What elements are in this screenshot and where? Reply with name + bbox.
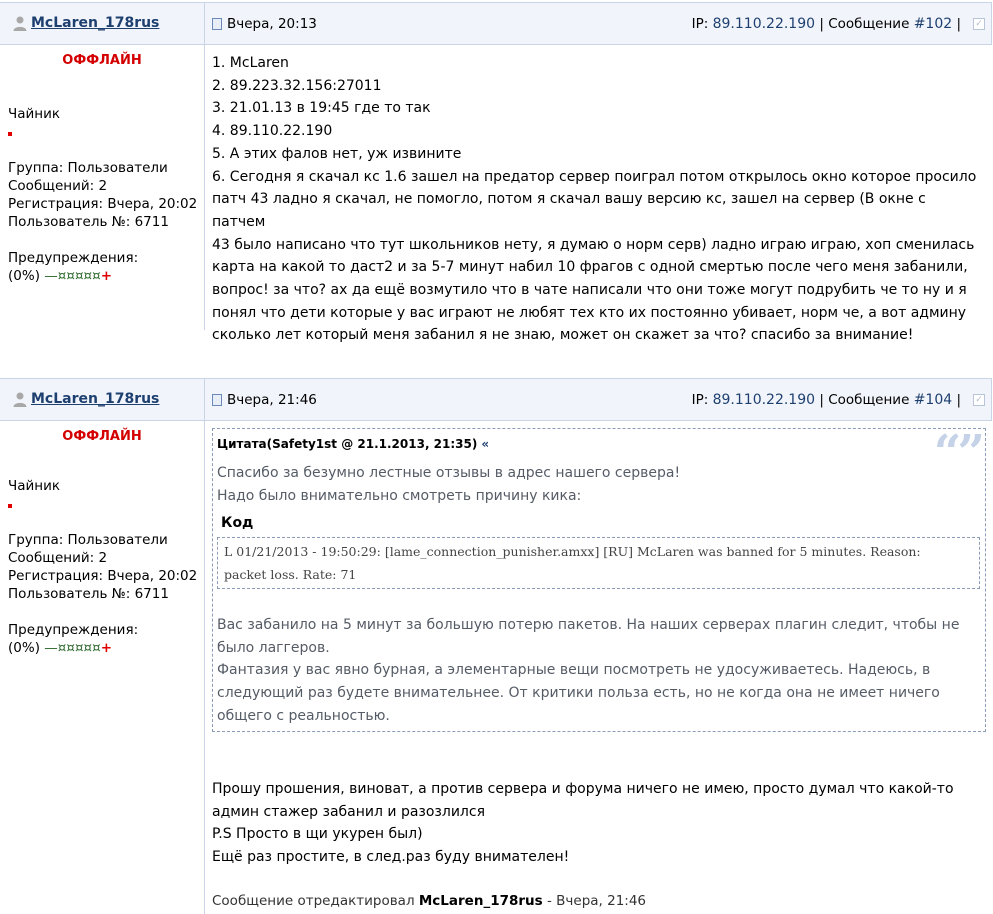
- user-number: Пользователь №: 6711: [8, 586, 169, 602]
- ip-label: IP:: [691, 392, 709, 408]
- post-meta: [692, 392, 961, 408]
- warnings-percent: 0%: [13, 268, 35, 284]
- post-line: Прошу прошения, виноват, а против сервера и форума ничего не имею, просто думал что какой-то: [212, 781, 954, 797]
- meta-separator: |: [956, 392, 961, 408]
- user-rank: Чайник: [8, 478, 61, 494]
- warnings-label: Предупреждения:: [8, 250, 139, 266]
- edited-note: [212, 893, 646, 909]
- quote-line: следующий раз будете внимательнее. От критики польза есть, но не когда она не имеет ничего: [217, 685, 940, 701]
- post-body: [212, 52, 982, 347]
- message-number-link[interactable]: #104: [913, 392, 953, 408]
- meta-separator: |: [819, 392, 829, 408]
- document-icon: [212, 394, 222, 406]
- quote-header: [217, 437, 489, 451]
- post-line: 5. А этих фалов нет, уж извините: [212, 145, 462, 162]
- author-link[interactable]: McLaren_178rus: [31, 15, 160, 31]
- quote-line: было лаггеров.: [217, 640, 330, 656]
- post-line: карта на какой то даст2 и за 5-7 минут набил 10 фрагов с одной смертью после чего меня забанили,: [212, 259, 968, 276]
- user-number: Пользователь №: 6711: [8, 214, 169, 230]
- header-divider: [204, 379, 205, 420]
- message-label: Сообщение: [828, 16, 910, 32]
- status-badge: ОФФЛАЙН: [62, 429, 142, 444]
- post-meta: [692, 16, 961, 32]
- post-header: [0, 378, 992, 421]
- quote-line: Надо было внимательно смотреть причину кика:: [217, 488, 582, 504]
- user-icon: [12, 391, 28, 407]
- quote-line: Спасибо за безумно лестные отзывы в адрес нашего сервера!: [217, 465, 681, 481]
- warnings-level: [8, 268, 112, 284]
- post-date-text: Вчера, 20:13: [227, 16, 317, 32]
- warnings-bar: —¤¤¤¤¤: [44, 268, 101, 284]
- select-post-checkbox[interactable]: ✓: [973, 394, 985, 406]
- user-icon: [12, 15, 28, 31]
- post-author: [12, 391, 159, 407]
- code-line: packet loss. Rate: 71: [224, 567, 357, 582]
- warnings-bar: —¤¤¤¤¤: [44, 640, 101, 656]
- post-author: [12, 15, 159, 31]
- document-icon: [212, 18, 222, 30]
- user-registered: Регистрация: Вчера, 20:02: [8, 568, 198, 584]
- warnings-level: [8, 640, 112, 656]
- user-rank: Чайник: [8, 106, 61, 122]
- forum-post: [0, 0, 993, 344]
- post-date-text: Вчера, 21:46: [227, 392, 317, 408]
- status-badge: ОФФЛАЙН: [62, 53, 142, 68]
- post-line: 3. 21.01.13 в 19:45 где то так: [212, 100, 431, 117]
- message-number-link[interactable]: #102: [913, 16, 953, 32]
- quote-source: Цитата(Safety1st @ 21.1.2013, 21:35): [217, 437, 478, 451]
- header-divider: [204, 3, 205, 44]
- post-line: 2. 89.223.32.156:27011: [212, 77, 382, 94]
- post-header: [0, 2, 992, 45]
- author-link[interactable]: McLaren_178rus: [31, 391, 160, 407]
- quote-marks-icon: “”: [933, 425, 981, 481]
- warning-plus-icon[interactable]: +: [100, 640, 113, 656]
- user-group: Группа: Пользователи: [8, 160, 168, 176]
- meta-separator: |: [956, 16, 961, 32]
- user-info-panel: [0, 44, 205, 330]
- warning-plus-icon[interactable]: +: [100, 268, 113, 284]
- warnings-percent: 0%: [13, 640, 35, 656]
- ip-label: IP:: [691, 16, 709, 32]
- warnings-label: Предупреждения:: [8, 622, 139, 638]
- quote-block: [212, 425, 986, 732]
- user-info-panel: [0, 420, 205, 914]
- user-registered: Регистрация: Вчера, 20:02: [8, 196, 198, 212]
- forum-post: [0, 376, 993, 914]
- meta-separator: |: [819, 16, 829, 32]
- rank-pip-icon: [8, 504, 12, 508]
- post-date: [212, 16, 317, 32]
- post-line: сколько лет который меня забанил я не знаю, может он скажет за что? спасибо за внимание!: [212, 327, 914, 344]
- post-line: P.S Просто в щи укурен был): [212, 826, 423, 842]
- quote-line: общего с реальностью.: [217, 708, 390, 724]
- post-line: вопрос! за что? ах да ещё возмутило что в чате написали что они тоже могут подрубить че то ну и я: [212, 282, 967, 299]
- quote-jump-link[interactable]: «: [481, 437, 490, 451]
- edited-suffix: - Вчера, 21:46: [546, 893, 647, 909]
- edited-user: McLaren_178rus: [418, 893, 543, 909]
- quote-line: Вас забанило на 5 минут за большую потерю пакетов. На наших серверах плагин следит, чтобы не: [217, 617, 960, 633]
- post-line: 4. 89.110.22.190: [212, 123, 333, 140]
- ip-address: 89.110.22.190: [712, 392, 816, 408]
- code-title: Код: [221, 515, 254, 531]
- post-line: 1. McLaren: [212, 55, 289, 71]
- code-block: [217, 537, 980, 589]
- select-post-checkbox[interactable]: ✓: [973, 18, 985, 30]
- warnings-percent-open: (: [8, 640, 14, 656]
- rank-pip-icon: [8, 132, 12, 136]
- post-line: понял что дети которые у вас играют не любят тех кто их постоянно убивает, норм че, а вот админу: [212, 304, 967, 321]
- post-line: 6. Сегодня я скачал кс 1.6 зашел на предатор сервер поиграл потом открылось окно которое просило: [212, 168, 977, 185]
- reply-text: [212, 778, 982, 868]
- warnings-percent-open: (: [8, 268, 14, 284]
- code-line: L 01/21/2013 - 19:50:29: [lame_connection_punisher.amxx] [RU] McLaren was banned for 5 minutes. Reason:: [224, 544, 921, 559]
- post-date: [212, 392, 317, 408]
- ip-address: 89.110.22.190: [712, 16, 816, 32]
- warnings-percent-close: ): [34, 268, 40, 284]
- quote-line: Фантазия у вас явно бурная, а элементарные вещи посмотреть не удосуживаетесь. Надеюсь, в: [217, 662, 931, 678]
- user-group: Группа: Пользователи: [8, 532, 168, 548]
- user-message-count: Сообщений: 2: [8, 178, 108, 194]
- post-line: Ещё раз простите, в след.раз буду внимателен!: [212, 848, 570, 865]
- message-label: Сообщение: [828, 392, 910, 408]
- post-line: 43 было написано что тут школьников нету, я думаю о норм серв) ладно играю играю, хоп сменилась: [212, 236, 975, 253]
- post-line: патч 43 ладно я скачал, не помогло, потом я скачал вашу версию кс, зашел на сервер (В окне с патчем: [212, 191, 926, 230]
- user-message-count: Сообщений: 2: [8, 550, 108, 566]
- edited-prefix: Сообщение отредактировал: [212, 893, 415, 909]
- warnings-percent-close: ): [34, 640, 40, 656]
- post-line: админ стажер забанил и разозлился: [212, 803, 485, 820]
